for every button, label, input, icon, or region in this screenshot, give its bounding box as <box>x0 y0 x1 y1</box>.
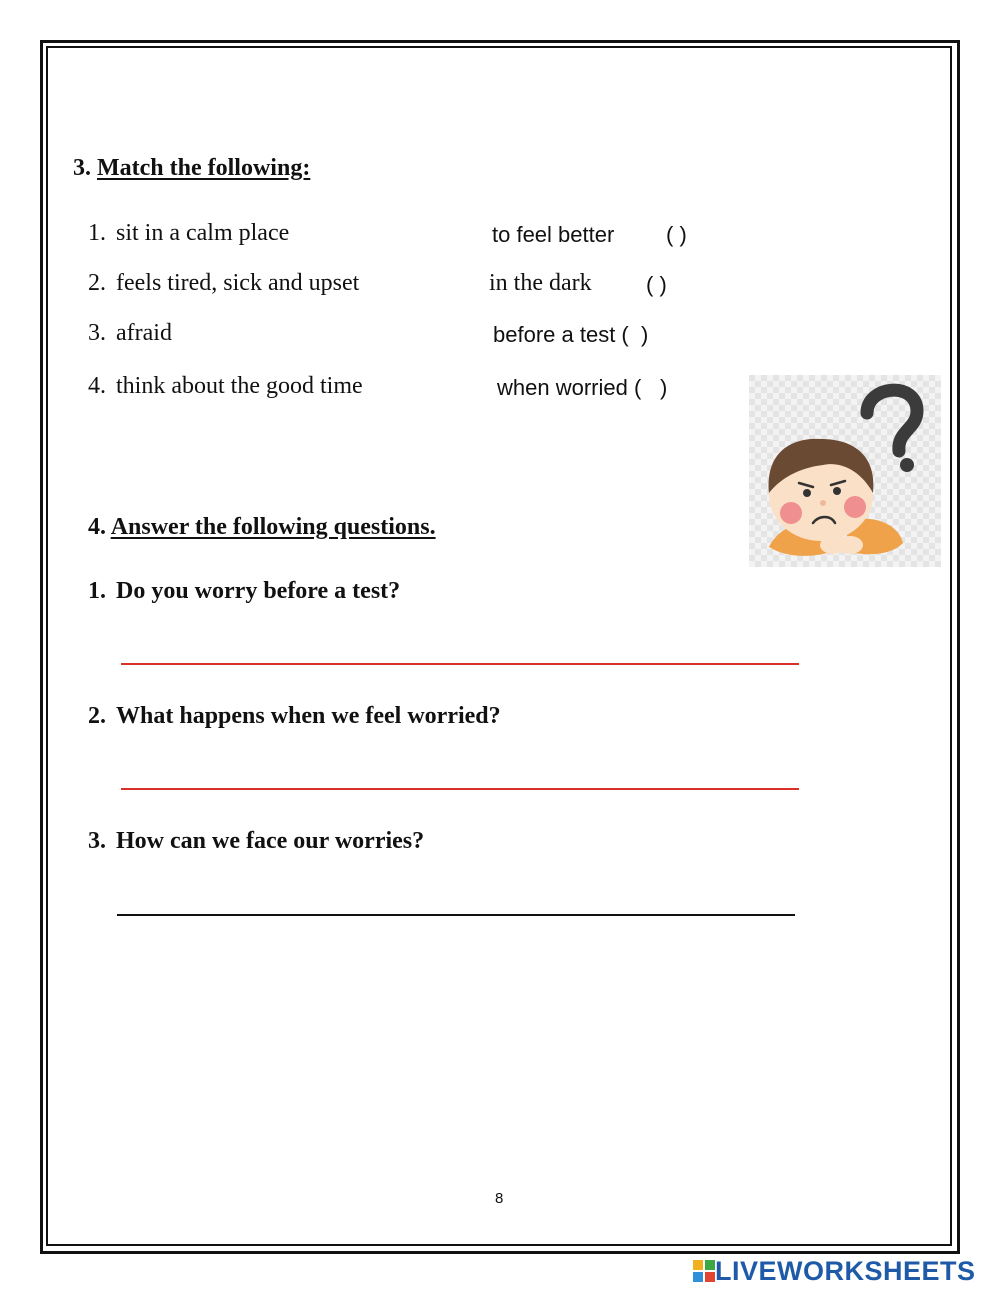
match-left-item <box>88 373 363 400</box>
match-right-text: before a test ( <box>493 322 629 347</box>
answer-line[interactable] <box>121 788 799 790</box>
liveworksheets-logo-icon <box>693 1260 715 1282</box>
answer-line[interactable] <box>117 914 795 916</box>
match-left-text: afraid <box>116 320 172 346</box>
match-left-text: sit in a calm place <box>116 220 290 246</box>
match-answer-blank[interactable]: ( ) <box>646 272 667 297</box>
match-left-number: 3. <box>88 320 106 346</box>
section-3-heading <box>73 155 310 182</box>
match-answer-blank[interactable]: ) <box>660 375 668 400</box>
section-4-title: Answer the following questions. <box>110 514 436 540</box>
match-answer-blank[interactable]: ) <box>641 322 649 347</box>
match-answer-blank[interactable]: ( ) <box>666 222 687 247</box>
question-item <box>88 578 400 605</box>
match-left-text: feels tired, sick and upset <box>116 270 360 296</box>
match-left-item <box>88 270 359 297</box>
answer-line[interactable] <box>121 663 799 665</box>
question-number: 3. <box>88 828 106 854</box>
question-text: What happens when we feel worried? <box>116 703 501 729</box>
page-number: 8 <box>495 1190 504 1207</box>
match-left-item <box>88 220 289 247</box>
match-right-text: to feel better <box>492 222 615 247</box>
match-left-text: think about the good time <box>116 373 363 399</box>
match-right-text: when worried ( <box>497 375 642 400</box>
match-right-text: in the dark <box>489 270 592 296</box>
worried-child-icon <box>749 375 941 567</box>
match-left-item <box>88 320 172 347</box>
question-text: Do you worry before a test? <box>116 578 401 604</box>
section-3-number: 3. <box>73 155 91 181</box>
section-4-heading <box>88 514 436 541</box>
question-number: 1. <box>88 578 106 604</box>
liveworksheets-logo <box>693 1256 976 1286</box>
section-4-number: 4. <box>88 514 106 540</box>
logo-text: LIVEWORKSHEETS <box>715 1255 976 1286</box>
section-3-title: Match the following: <box>97 155 311 181</box>
match-left-number: 1. <box>88 220 106 246</box>
match-left-number: 4. <box>88 373 106 399</box>
question-number: 2. <box>88 703 106 729</box>
question-item <box>88 828 424 855</box>
question-item <box>88 703 501 730</box>
question-text: How can we face our worries? <box>116 828 425 854</box>
match-left-number: 2. <box>88 270 106 296</box>
